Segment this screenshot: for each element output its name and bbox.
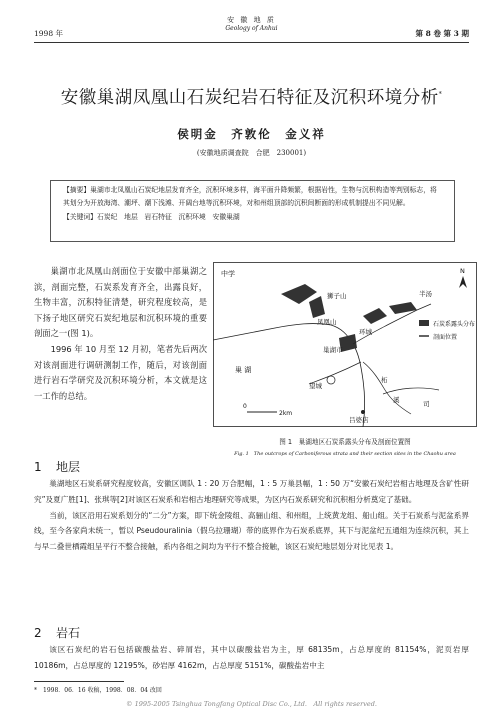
intro-paragraph-2: 1996 年 10 月至 12 月初，笔者先后两次对该剖面进行调研测制工作，随后，对该剖面进行岩石学研究及沉积环境分析，本文就是这一工作的总结。 (34, 343, 207, 401)
scale-zero: 0 (243, 403, 247, 410)
map-label-lion: 狮子山 (327, 292, 347, 300)
section-1-paragraph-2: 当前，该区沿用石炭系划分的“二分”方案，即下统金陵组、高骊山组、和州组，上统黄龙组、船山组。关于石炭系与泥盆系界线，至今各家尚未统一，暂以 Pseudouralinia（假乌拉珊瑚）带的底界作为石炭系底界，其下与泥盆纪五通组为连续沉积，其上与早二叠世栖霞组呈平行不整合接触，系内各组之间均为平行不整合接触，该区石炭纪地层划分对比见表 1。 (34, 510, 469, 552)
map-label-lvjiadian: 吕婆店 (349, 416, 369, 424)
keywords-text: 【关键词】石炭纪 地层 岩石特征 沉积环境 安徽巢湖 (63, 213, 240, 221)
map-label-ring: 环城 (359, 328, 372, 336)
section-1-body (34, 476, 469, 555)
header-journal-cn: 安 徽 地 质 (227, 16, 276, 24)
title-footnote-mark: * (438, 91, 443, 99)
legend-outcrop-swatch (419, 320, 429, 326)
map-label-lake: 巢 湖 (235, 366, 252, 374)
section-2-heading (34, 624, 80, 641)
running-header (34, 12, 469, 43)
footnote-rule (34, 681, 124, 682)
header-journal-en: Geology of Anhui (225, 25, 278, 32)
intro-paragraph-1: 巢湖市北凤凰山剖面位于安徽中部巢湖之滨，剖面完整，石炭系发育齐全，出露良好，生物丰富，沉积特征清楚，研究程度较高，是下扬子地区研究石炭纪地层和沉积环境的重要剖面之一(图 1)。 (34, 266, 207, 339)
map-label-banshan: 半汤 (419, 290, 432, 298)
copyright-line: © 1995-2005 Tsinghua Tongfang Optical Disc Co., Ltd. All rights reserved. (126, 700, 377, 708)
map-label-hill: 凤凰山 (317, 318, 337, 326)
header-volume: 第 8 卷 第 3 期 (415, 29, 469, 38)
section-1-paragraph-1: 巢湖地区石炭系研究程度较高，安徽区调队 1 : 20 万合肥幅，1 : 5 万巢县幅，1 : 50 万“安徽石炭纪岩相古地理及含矿性研究”及夏广胜[1]、张琪等[2]对该区石炭系和岩相古地理研究等成果，为区内石炭系研究和沉积相分析奠定了基础。 (34, 479, 469, 504)
north-label: N (460, 267, 465, 275)
section-2-title: 岩石 (56, 626, 81, 640)
scale-label: 2km (279, 410, 293, 417)
section-1-title: 地层 (56, 460, 81, 474)
paper-title (20, 84, 483, 109)
section-1-number: 1 (34, 460, 42, 474)
paper-affiliation: (安徽地质调查院 合肥 230001) (196, 149, 307, 157)
paper-authors: 侯明金 齐敦伦 金义祥 (177, 127, 326, 141)
footnote: * 1998．06．16 收稿，1998．08．04 改回 (34, 687, 162, 694)
abstract-text: 【摘要】巢湖市北凤凰山石炭纪地层发育齐全，沉积环境多样，海平面升降频繁，根据岩性，生物与沉积构造等判别标志，将其划分为开放海湾、潮坪、潮下浅滩、开阔台地等沉积环境，对和州组顶部的沉积间断面的形成机制提出不同见解。 (63, 186, 437, 207)
map-label-river: 柘 (381, 376, 388, 384)
map-label-top: 中学 (221, 270, 235, 278)
abstract-box (50, 180, 455, 242)
section-1-heading (34, 458, 80, 475)
figure-caption-cn: 图 1 巢湖地区石炭系露头分布及剖面位置图 (279, 438, 411, 446)
section-2-body (34, 642, 469, 674)
map-label-wangcheng: 望城 (309, 382, 322, 390)
section-2-number: 2 (34, 626, 42, 640)
paper-title-text: 安徽巢湖凤凰山石炭纪岩石特征及沉积环境分析 (60, 88, 439, 108)
map-label-si: 司 (423, 400, 430, 408)
figure-caption-en: Fig. 1 The outcrops of Carboniferous strata and their section sites in the Chaohu area (234, 451, 456, 457)
lvjiadian-marker (361, 410, 365, 414)
map-label-xi: 溪 (393, 396, 400, 404)
legend-outcrop-label: 石炭系露头分布 (433, 321, 476, 328)
map-label-city: 巢湖市 (323, 346, 343, 354)
location-map (213, 262, 477, 427)
intro-column (34, 264, 207, 404)
legend-section-label: 剖面位置 (433, 334, 458, 341)
section-2-paragraph-1: 该区石炭纪的岩石包括碳酸盐岩、碎屑岩，其中以碳酸盐岩为主，厚 68135m，占总厚度的 81154%，泥页岩厚 10186m，占总厚度的 12195%，砂岩厚 4162m，占总厚度 5151%，碳酸盐岩中主 (34, 645, 469, 670)
header-year: 1998 年 (34, 29, 63, 38)
